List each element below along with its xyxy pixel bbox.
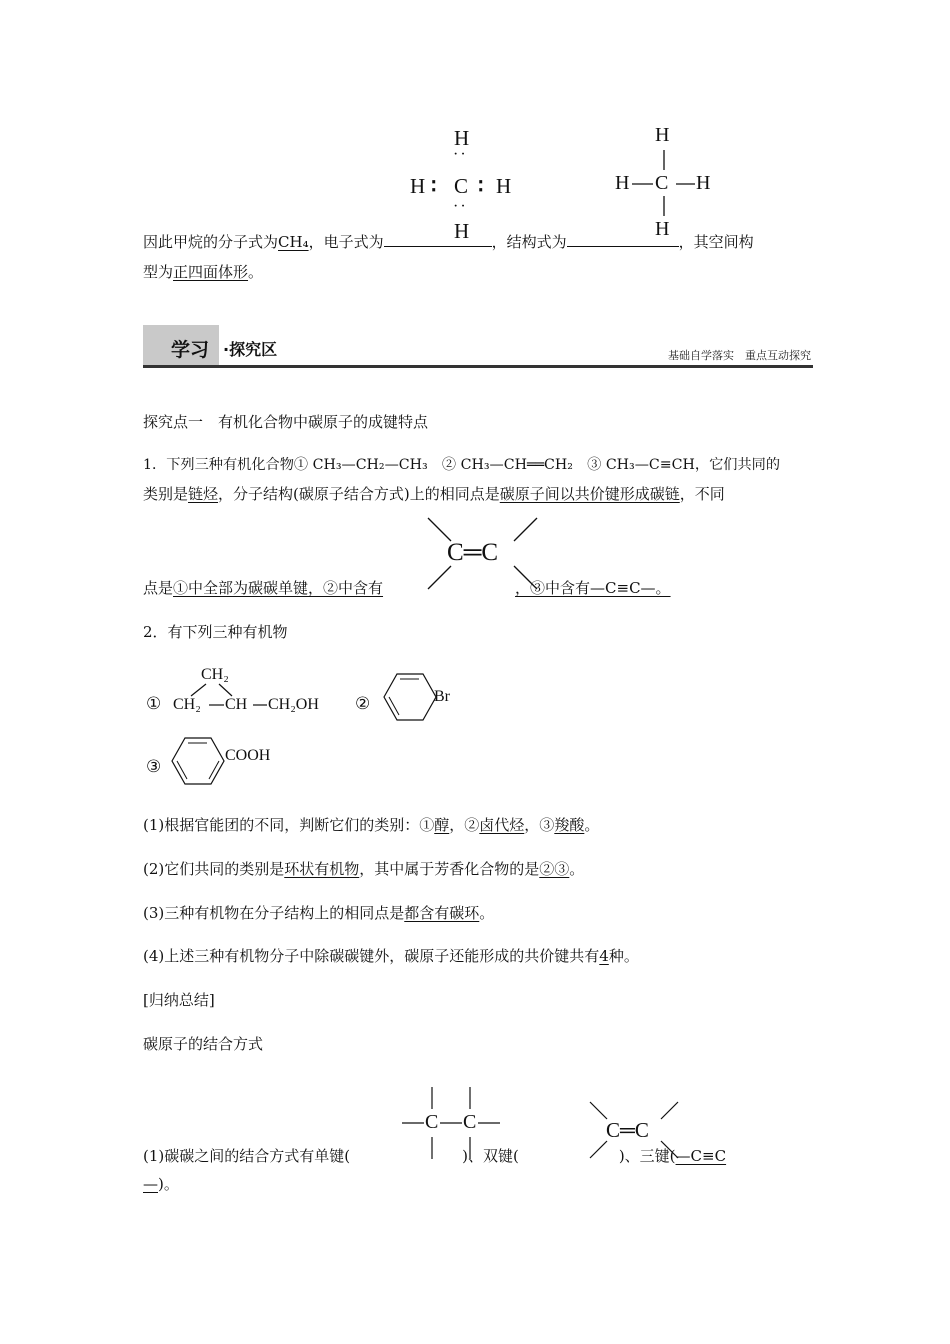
- banner-subtitle: ·探究区: [223, 340, 278, 359]
- q2-intro: 2．有下列三种有机物: [143, 623, 288, 641]
- sf-bonds: [612, 124, 722, 244]
- q1-line2: 类别是链烃，分子结构(碳原子结合方式)上的相同点是碳原子间以共价键形成碳链，不同: [143, 485, 725, 503]
- ef-c: C: [454, 174, 469, 198]
- molecule-1-bonds: [143, 662, 343, 722]
- electron-formula-blank: [384, 232, 492, 247]
- q2-p1-answer1: 醇: [434, 816, 450, 834]
- q2-p2-answer1: 环状有机物: [284, 860, 360, 878]
- summary-double-bond-text: C═C: [606, 1118, 649, 1142]
- q2-p3: (3)三种有机物在分子结构上的相同点是都含有碳环。: [143, 904, 495, 922]
- methane-formula: CH₄: [278, 233, 309, 251]
- methane-line1: 因此甲烷的分子式为CH₄，电子式为 ，结构式为 ，其空间构: [143, 233, 754, 251]
- summary-line2: —)。: [143, 1175, 179, 1193]
- summary-triple-bond-b: —: [143, 1175, 158, 1193]
- methane-shape: 正四面体形: [173, 263, 249, 281]
- molecule-2: [350, 670, 460, 736]
- q1-line1: 1．下列三种有机化合物① CH₃—CH₂—CH₃ ② CH₃—CH══CH₂ ③ CH₃—C≡CH，它们共同的: [143, 457, 781, 473]
- q1-line3: 点是①中全部为碳碳单键，②中含有 ，③中含有—C≡C—。: [143, 579, 671, 597]
- summary-line1: (1)碳碳之间的结合方式有单键( )、双键( )、三键(—C≡C: [143, 1147, 727, 1165]
- banner-title: 学习: [171, 339, 210, 361]
- section-banner: [143, 325, 813, 369]
- sf-h-bottom: H: [655, 218, 670, 240]
- molecule-2-br: Br: [434, 688, 450, 705]
- molecule-2-label: ②: [355, 694, 371, 713]
- sf-h-top: H: [655, 124, 670, 146]
- q1-answer-category: 链烃: [188, 485, 219, 503]
- sf-c: C: [655, 172, 669, 194]
- ef-h-top: H: [454, 126, 470, 150]
- ef-colon-left: ∶: [431, 174, 437, 198]
- banner-rule: [143, 365, 813, 368]
- molecule-1-label: ①: [146, 694, 162, 713]
- q1-double-bond-text: C═C: [447, 539, 499, 566]
- ef-h-right: H: [496, 174, 512, 198]
- q1-answer-same: 碳原子间以共价键形成碳链: [499, 485, 680, 503]
- ef-h-bottom: H: [454, 219, 470, 243]
- molecule-1: [143, 662, 343, 722]
- q2-p4: (4)上述三种有机物分子中除碳碳键外，碳原子还能形成的共价键共有4种。: [143, 947, 639, 965]
- molecule-1-ch2oh: CH₂OH: [268, 696, 319, 713]
- ef-dots-bottom: ··: [453, 198, 468, 215]
- q2-p1: (1)根据官能团的不同，判断它们的类别：①醇，②卤代烃，③羧酸。: [143, 816, 600, 834]
- methane-line2: 型为正四面体形。: [143, 263, 264, 281]
- sf-h-right: H: [696, 172, 711, 194]
- structural-formula: [612, 124, 722, 244]
- molecule-1-ch: CH: [225, 696, 248, 713]
- molecule-1-ch2-top: CH₂: [201, 666, 229, 683]
- summary-subheading: 碳原子的结合方式: [143, 1035, 264, 1053]
- q2-p4-answer1: 4: [599, 947, 609, 965]
- q2-p3-answer1: 都含有碳环: [404, 904, 480, 922]
- summary-heading: [归纳总结]: [143, 991, 215, 1009]
- molecule-3-label: ③: [146, 757, 162, 776]
- electron-formula: [408, 126, 523, 246]
- ef-colon-right: ∶: [478, 174, 484, 198]
- sf-h-left: H: [615, 172, 630, 194]
- ef-h-left: H: [410, 174, 426, 198]
- banner-right-text: 基础自学落实 重点互动探究: [668, 349, 811, 362]
- section-heading: 探究点一 有机化合物中碳原子的成键特点: [143, 413, 429, 431]
- q2-p1-answer2: 卤代烃: [479, 816, 525, 834]
- q2-p1-answer3: 羧酸: [554, 816, 585, 834]
- molecule-3: [143, 733, 303, 799]
- q2-p2-answer2: ②③: [539, 860, 570, 878]
- molecule-3-cooh: COOH: [225, 747, 271, 764]
- single-bond-c1: C: [425, 1111, 439, 1133]
- molecule-1-ch2-left: CH₂: [173, 696, 201, 713]
- ef-dots-top: ··: [453, 146, 468, 163]
- structural-formula-blank: [567, 232, 679, 247]
- q1-answer-diff1: ①中全部为碳碳单键，②中含有: [173, 579, 384, 597]
- summary-triple-bond-a: —C≡C: [675, 1147, 727, 1165]
- q2-p2: (2)它们共同的类别是环状有机物，其中属于芳香化合物的是②③。: [143, 860, 585, 878]
- single-bond-c2: C: [463, 1111, 477, 1133]
- q1-answer-diff2: ，③中含有—C≡C—。: [515, 579, 671, 597]
